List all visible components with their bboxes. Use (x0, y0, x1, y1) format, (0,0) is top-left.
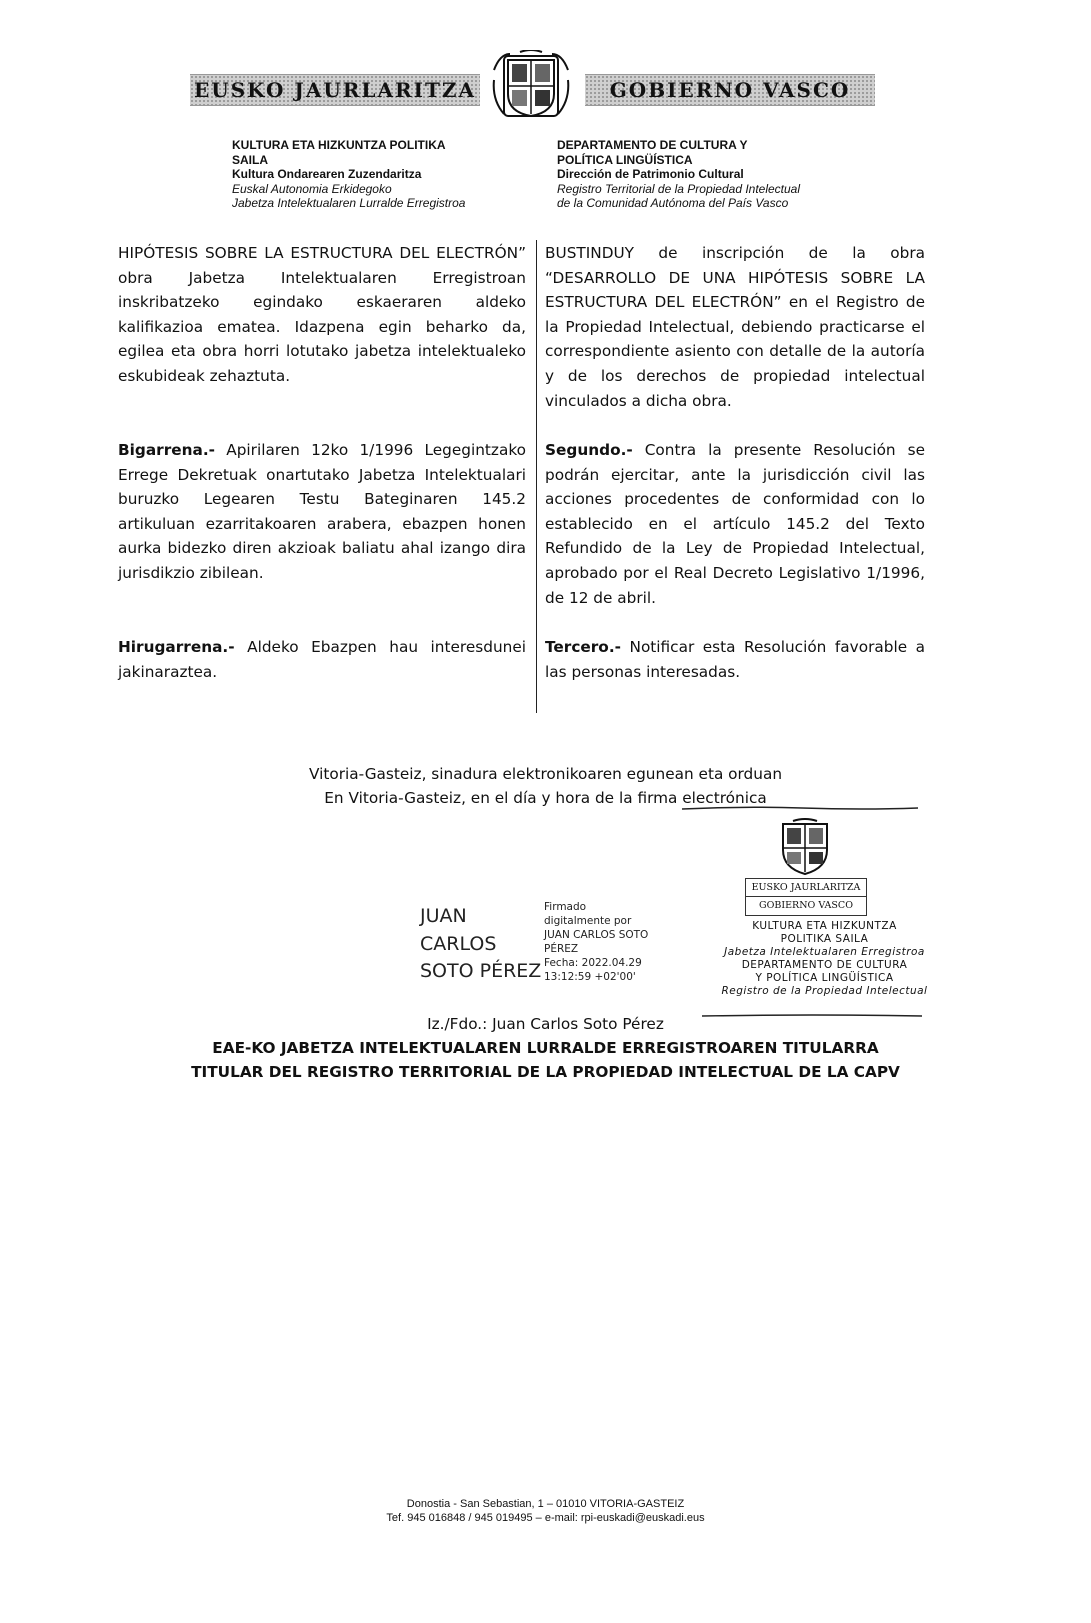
signature-underline-1 (680, 804, 920, 814)
header-left-line2: SAILA (232, 152, 268, 167)
stamp-line2: POLITIKA SAILA (780, 933, 869, 945)
band-title-spanish: GOBIERNO VASCO (609, 78, 851, 102)
stamp-line4: DEPARTAMENTO DE CULTURA (741, 959, 908, 971)
header-right-line5: de la Comunidad Autónoma del País Vasco (557, 196, 789, 210)
sig-meta-2: digitalmente por (544, 915, 632, 927)
title-basque: EAE-KO JABETZA INTELEKTUALAREN LURRALDE ERREGISTROAREN TITULARRA (212, 1039, 879, 1057)
stamp-box-top: EUSKO JAURLARITZA (746, 879, 866, 897)
header-left-line1: KULTURA ETA HIZKUNTZA POLITIKA (232, 138, 446, 152)
header-left-line4: Euskal Autonomia Erkidegoko (232, 181, 392, 196)
header-band-basque (190, 74, 480, 106)
right-p1-text: BUSTINDUY de inscripción de la obra “DESARROLLO DE UNA HIPÓTESIS SOBRE LA ESTRUCTURA DEL ELECTRÓN” en el Registro de la Propiedad Intelectual, debiendo practicarse el correspondiente asiento con detalle de la autoría y de los derechos de propiedad intelectual vinculados a dicha obra. (545, 244, 925, 410)
title-spanish: TITULAR DEL REGISTRO TERRITORIAL DE LA PROPIEDAD INTELECTUAL DE LA CAPV (191, 1063, 900, 1081)
band-title-basque: EUSKO JAURLARITZA (194, 78, 476, 102)
stamp-text (712, 920, 937, 998)
sig-meta-5: Fecha: 2022.04.29 (544, 957, 642, 969)
header-right-line1: DEPARTAMENTO DE CULTURA Y (557, 138, 748, 152)
sig-meta-3: JUAN CARLOS SOTO (544, 929, 649, 941)
signed-by: Iz./Fdo.: Juan Carlos Soto Pérez (427, 1015, 664, 1033)
right-column-p3 (545, 635, 925, 684)
header-band-spanish (585, 74, 875, 106)
stamp-line1: KULTURA ETA HIZKUNTZA (752, 920, 897, 932)
digital-signature-details (544, 900, 648, 984)
left-p3-text: Aldeko Ebazpen hau interesdunei jakinaraztea. (118, 638, 526, 681)
stamp-line5: Y POLÍTICA LINGÜÍSTICA (755, 972, 894, 984)
stamp-crest-icon (775, 818, 835, 876)
sig-meta-1: Firmado (544, 901, 587, 913)
signer-name-line3: SOTO PÉREZ (420, 960, 542, 982)
place-date-spanish: En Vitoria-Gasteiz, en el día y hora de la firma electrónica (324, 789, 767, 807)
header-right-line3: Dirección de Patrimonio Cultural (557, 167, 744, 181)
right-p2-text: Contra la presente Resolución se podrán ejercitar, ante la jurisdicción civil las acciones procedentes de conformidad con lo establecido en el artículo 145.2 del Texto Refundido de la Ley de Propiedad Intelectual, aprobado por el Real Decreto Legislativo 1/1996, de 12 de abril. (545, 441, 925, 607)
left-column-p3 (118, 635, 526, 684)
right-p3-text: Notificar esta Resolución favorable a las personas interesadas. (545, 638, 925, 681)
column-divider (536, 240, 537, 713)
sig-meta-4: PÉREZ (544, 943, 579, 955)
left-column-p2 (118, 438, 526, 586)
header-left-department (232, 138, 465, 211)
place-date-basque: Vitoria-Gasteiz, sinadura elektronikoaren egunean eta orduan (308, 765, 783, 783)
footer-address: Donostia - San Sebastian, 1 – 01010 VITORIA-GASTEIZ (406, 1498, 685, 1510)
header-right-line4: Registro Territorial de la Propiedad Intelectual (557, 181, 801, 196)
header-right-line2: POLÍTICA LINGÜÍSTICA (557, 152, 693, 167)
footer-contact: Tef. 945 016848 / 945 019495 – e-mail: rpi-euskadi@euskadi.eus (386, 1512, 705, 1524)
stamp-line3: Jabetza Intelektualaren Erregistroa (724, 946, 925, 958)
stamp-line6: Registro de la Propiedad Intelectual (721, 985, 928, 997)
right-column-p1 (545, 241, 925, 413)
left-p2-label: Bigarrena.- (118, 441, 216, 459)
right-column-p2 (545, 438, 925, 610)
signer-name-line2: CARLOS (420, 932, 497, 955)
stamp-box (745, 878, 867, 916)
left-p3-label: Hirugarrena.- (118, 638, 235, 656)
coat-of-arms-icon (490, 50, 572, 122)
right-p2-label: Segundo.- (545, 441, 633, 459)
sig-meta-6: 13:12:59 +02'00' (544, 971, 636, 983)
left-p2-text: Apirilaren 12ko 1/1996 Legegintzako Errege Dekretuak onartutako Jabetza Intelektualari buruzko Legearen Testu Bateginaren 145.2 artikuluan ezarritakoaren arabera, ebazpen honen aurka bidezko diren akzioak baliatu ahal izango dira jurisdikzio zibilean. (118, 441, 526, 582)
header-right-department (557, 138, 800, 211)
signer-name (420, 903, 541, 986)
signer-name-line1: JUAN (420, 905, 467, 927)
right-p3-label: Tercero.- (545, 638, 621, 656)
header-left-line5: Jabetza Intelektualaren Lurralde Erregistroa (232, 196, 466, 210)
header-left-line3: Kultura Ondarearen Zuzendaritza (232, 167, 422, 181)
left-p1-text: HIPÓTESIS SOBRE LA ESTRUCTURA DEL ELECTRÓN” obra Jabetza Intelektualaren Erregistroan inskribatzeko egindako eskaeraren aldeko kalifikazioa ematea. Idazpena egin beharko da, egilea eta obra horri lotutako jabetza intelektualeko eskubideak zehaztuta. (118, 244, 526, 385)
stamp-box-bottom: GOBIERNO VASCO (759, 900, 853, 911)
left-column-p1 (118, 241, 526, 389)
